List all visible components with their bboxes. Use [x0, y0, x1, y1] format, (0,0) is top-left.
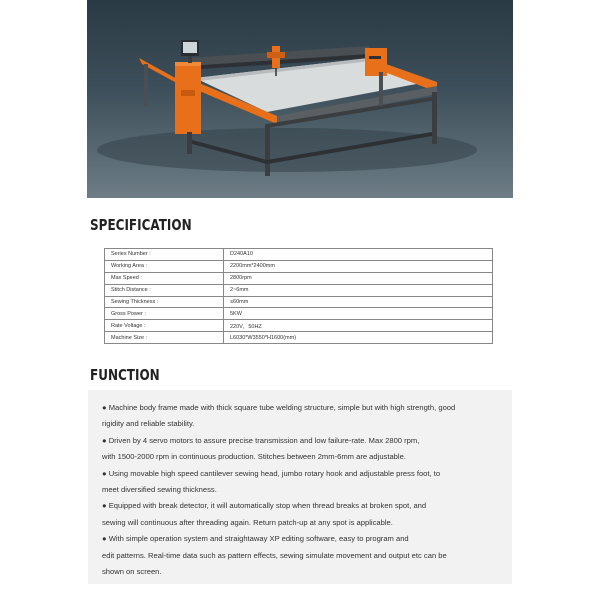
function-line: sewing will continuous after threading again. Return patch-up at any spot is applicable. [102, 517, 393, 527]
function-line: edit patterns. Real-time data such as pattern effects, sewing simulate movement and output etc can be [102, 550, 447, 560]
spec-value: 2800rpm [224, 272, 493, 284]
spec-label: Sewing Thickness : [105, 296, 224, 308]
function-line: ● With simple operation system and straightaway XP editing software, easy to program and [102, 534, 409, 544]
function-description [102, 400, 502, 580]
spec-value: 2~6mm [224, 284, 493, 296]
function-line: shown on screen. [102, 567, 162, 577]
table-row [105, 320, 493, 332]
machine-photo [87, 0, 513, 198]
table-row [105, 249, 493, 261]
specification-heading: SPECIFICATION [90, 216, 192, 234]
table-row [105, 296, 493, 308]
spec-value: 5KW [224, 308, 493, 320]
table-row [105, 260, 493, 272]
spec-value: L6030*W3550*H1600(mm) [224, 332, 493, 344]
specification-table [104, 248, 493, 344]
spec-value: ≤60mm [224, 296, 493, 308]
function-heading: FUNCTION [90, 366, 160, 384]
table-row [105, 284, 493, 296]
spec-label: Stitch Distance : [105, 284, 224, 296]
spec-value: 2200mm*2400mm [224, 260, 493, 272]
function-line: ● Equipped with break detector, it will automatically stop when thread breaks at broken spot, and [102, 501, 427, 511]
spec-label: Rate Voltage : [105, 320, 224, 332]
function-line: with 1500-2000 rpm in continuous production. Stitches between 2mm-6mm are adjustable. [102, 452, 406, 462]
table-row [105, 308, 493, 320]
spec-value: 220V，50HZ [224, 320, 493, 332]
function-line: ● Driven by 4 servo motors to assure precise transmission and low failure-rate. Max 2800 rpm, [102, 435, 420, 445]
table-row [105, 272, 493, 284]
spec-label: Working Area : [105, 260, 224, 272]
function-line: ● Using movable high speed cantilever sewing head, jumbo rotary hook and adjustable press foot, to [102, 468, 441, 478]
spec-label: Series Number : [105, 249, 224, 261]
spec-label: Gross Power : [105, 308, 224, 320]
spec-label: Machine Size : [105, 332, 224, 344]
function-line: meet diversified sewing thickness. [102, 485, 217, 495]
function-line: ● Machine body frame made with thick square tube welding structure, simple but with high strength, good [102, 403, 456, 412]
spec-label: Max Speed : [105, 272, 224, 284]
table-row [105, 332, 493, 344]
quilting-machine-illustration [87, 0, 513, 198]
spec-value: D240A10 [224, 249, 493, 261]
function-line: rigidity and reliable stability. [102, 419, 195, 429]
